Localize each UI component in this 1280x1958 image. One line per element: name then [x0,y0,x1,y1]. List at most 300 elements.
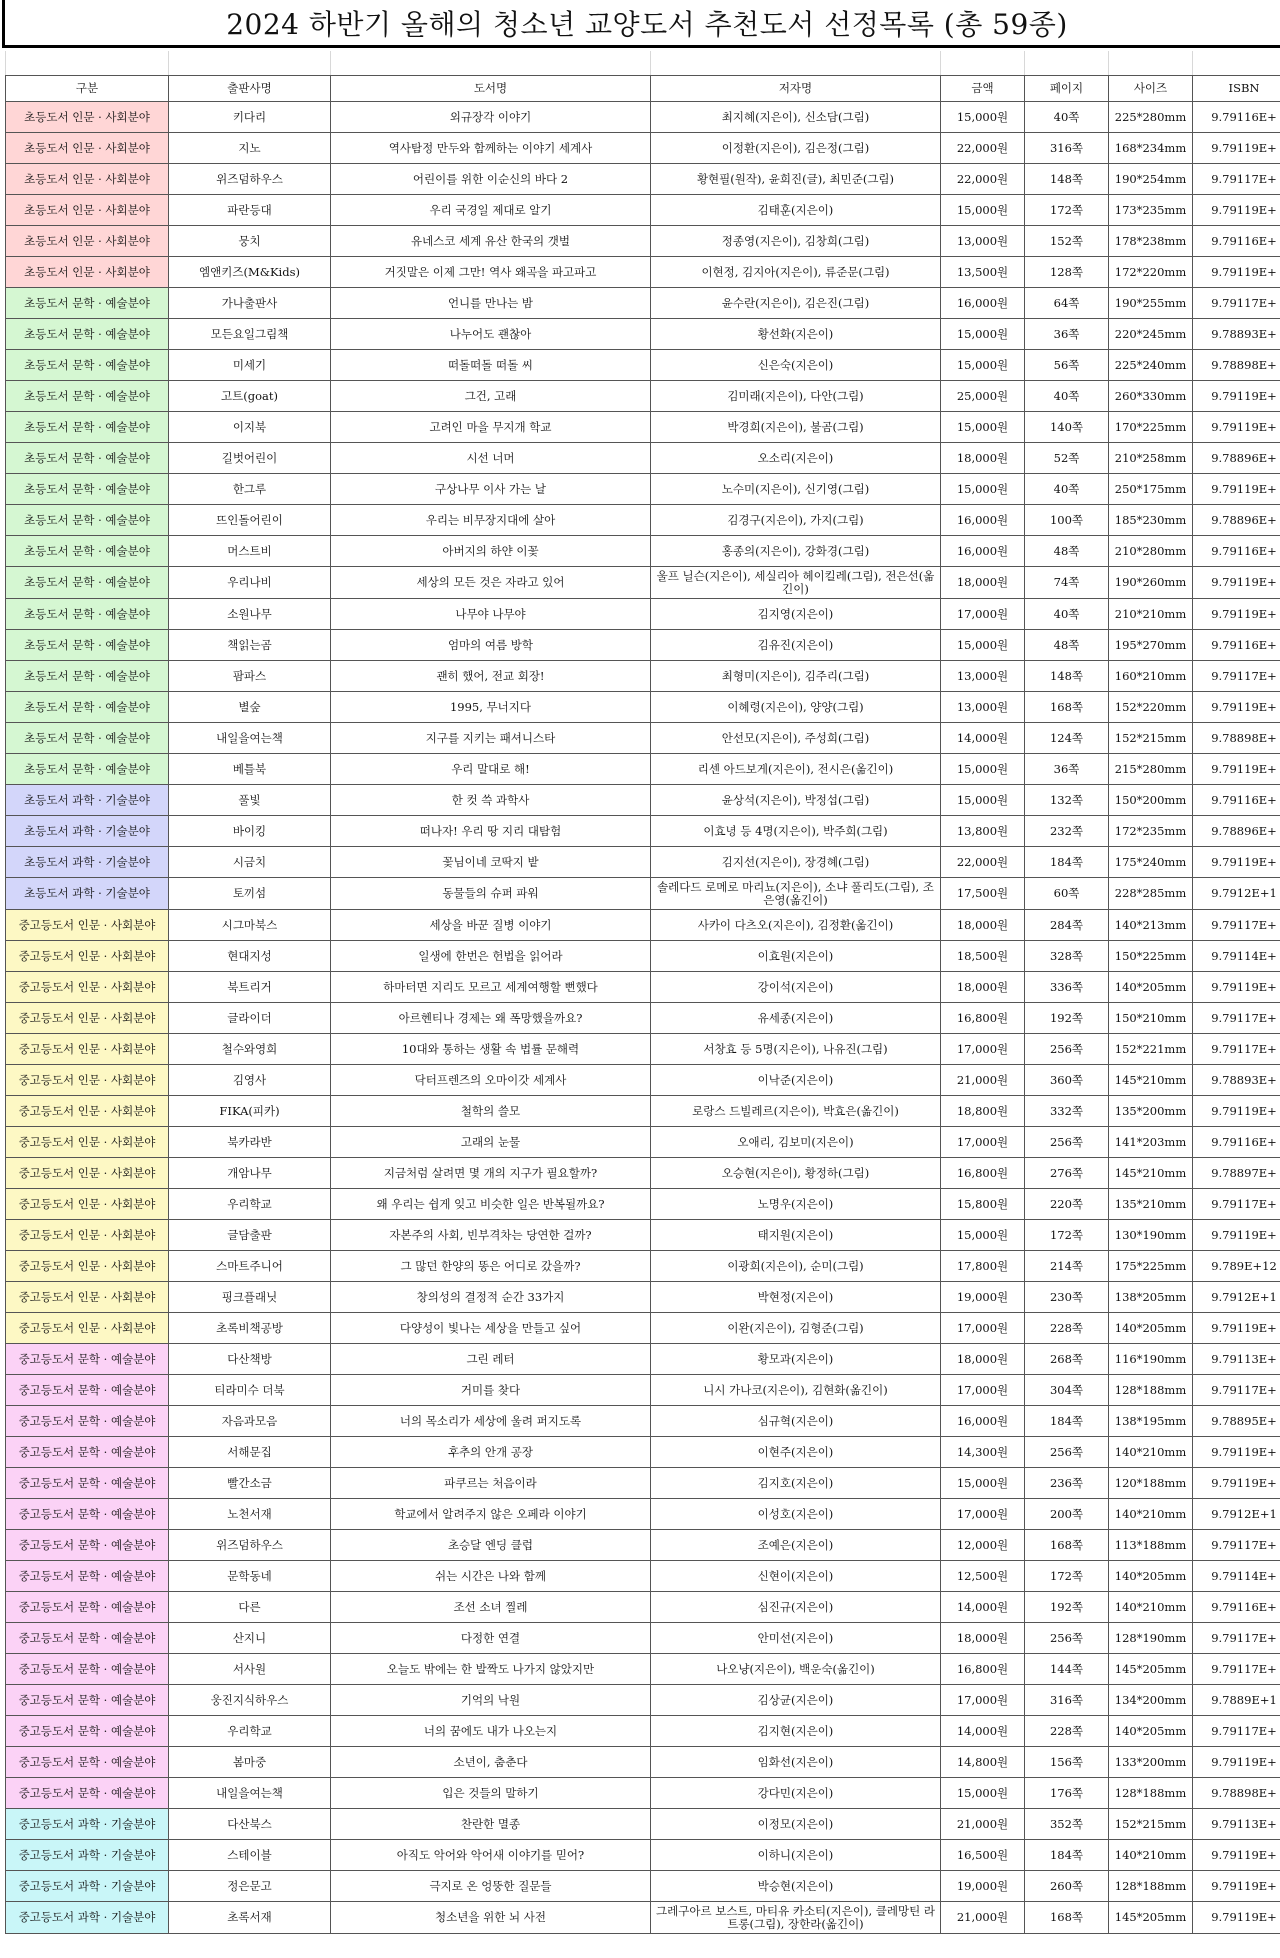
author-cell: 태지원(지은이) [651,1220,941,1251]
size-cell: 172*235mm [1109,816,1193,847]
size-cell: 128*188mm [1109,1778,1193,1809]
table-row [6,133,1280,164]
pages-cell: 40쪽 [1025,474,1109,505]
book-title-cell: 한 컷 쓱 과학사 [331,785,651,816]
table-row [6,723,1280,754]
book-title-cell: 시선 너머 [331,443,651,474]
isbn-cell: 9.79114E+ [1193,1561,1280,1592]
size-cell: 145*210mm [1109,1065,1193,1096]
publisher-cell: 뜨인돌어린이 [169,505,331,536]
size-cell: 140*210mm [1109,1499,1193,1530]
author-cell: 오승현(지은이), 황정하(그림) [651,1158,941,1189]
size-cell: 152*221mm [1109,1034,1193,1065]
pages-cell: 328쪽 [1025,941,1109,972]
book-title-cell: 닥터프렌즈의 오마이갓 세계사 [331,1065,651,1096]
size-cell: 140*210mm [1109,1437,1193,1468]
size-cell: 210*210mm [1109,599,1193,630]
pages-cell: 256쪽 [1025,1623,1109,1654]
publisher-cell: 미세기 [169,350,331,381]
category-cell: 중고등도서 문학 · 예술분야 [6,1499,169,1530]
pages-cell: 304쪽 [1025,1375,1109,1406]
book-title-cell: 쉬는 시간은 나와 함께 [331,1561,651,1592]
size-cell: 173*235mm [1109,195,1193,226]
price-cell: 25,000원 [941,381,1025,412]
author-cell: 김유진(지은이) [651,630,941,661]
pages-cell: 316쪽 [1025,133,1109,164]
pages-cell: 128쪽 [1025,257,1109,288]
price-cell: 13,000원 [941,692,1025,723]
author-cell: 김지현(지은이) [651,1716,941,1747]
book-title-cell: 10대와 통하는 생활 속 법률 문해력 [331,1034,651,1065]
author-cell: 최지혜(지은이), 신소담(그림) [651,102,941,133]
table-row [6,1282,1280,1313]
publisher-cell: 초록비책공방 [169,1313,331,1344]
book-title-cell: 아버지의 하얀 이꽃 [331,536,651,567]
table-row [6,1778,1280,1809]
pages-cell: 74쪽 [1025,567,1109,599]
pages-cell: 214쪽 [1025,1251,1109,1282]
pages-cell: 172쪽 [1025,1220,1109,1251]
size-cell: 138*195mm [1109,1406,1193,1437]
book-title-cell: 1995, 무너지다 [331,692,651,723]
price-cell: 15,000원 [941,350,1025,381]
price-cell: 18,500원 [941,941,1025,972]
pages-cell: 168쪽 [1025,692,1109,723]
publisher-cell: 북카라반 [169,1127,331,1158]
pages-cell: 148쪽 [1025,661,1109,692]
price-cell: 17,000원 [941,599,1025,630]
size-cell: 215*280mm [1109,754,1193,785]
pages-cell: 360쪽 [1025,1065,1109,1096]
table-row [6,1468,1280,1499]
category-cell: 초등도서 문학 · 예술분야 [6,723,169,754]
isbn-cell: 9.79113E+ [1193,1344,1280,1375]
size-cell: 140*205mm [1109,1313,1193,1344]
table-row [6,1034,1280,1065]
pages-cell: 316쪽 [1025,1685,1109,1716]
isbn-cell: 9.79119E+ [1193,1313,1280,1344]
table-row [6,226,1280,257]
table-row [6,1592,1280,1623]
price-cell: 14,800원 [941,1747,1025,1778]
publisher-cell: 빨간소금 [169,1468,331,1499]
price-cell: 17,800원 [941,1251,1025,1282]
author-cell: 이효원(지은이) [651,941,941,972]
table-row [6,785,1280,816]
size-cell: 210*258mm [1109,443,1193,474]
category-cell: 중고등도서 인문 · 사회분야 [6,1003,169,1034]
isbn-cell: 9.79119E+ [1193,1437,1280,1468]
isbn-cell: 9.79116E+ [1193,536,1280,567]
pages-cell: 184쪽 [1025,847,1109,878]
price-cell: 17,000원 [941,1685,1025,1716]
isbn-cell: 9.79119E+ [1193,381,1280,412]
size-cell: 135*200mm [1109,1096,1193,1127]
pages-cell: 256쪽 [1025,1437,1109,1468]
author-cell: 노명우(지은이) [651,1189,941,1220]
size-cell: 225*280mm [1109,102,1193,133]
publisher-cell: 철수와영희 [169,1034,331,1065]
publisher-cell: 시그마북스 [169,910,331,941]
book-title-cell: 극지로 온 엉뚱한 질문들 [331,1871,651,1902]
book-title-cell: 우리는 비무장지대에 살아 [331,505,651,536]
category-cell: 중고등도서 인문 · 사회분야 [6,1220,169,1251]
author-cell: 박승현(지은이) [651,1871,941,1902]
table-row [6,1902,1280,1934]
book-title-cell: 떠돌떠돌 떠돌 씨 [331,350,651,381]
table-row [6,412,1280,443]
size-cell: 220*245mm [1109,319,1193,350]
publisher-cell: 한그루 [169,474,331,505]
table-row [6,972,1280,1003]
author-cell: 이하니(지은이) [651,1840,941,1871]
publisher-cell: 바이킹 [169,816,331,847]
isbn-cell: 9.79117E+ [1193,288,1280,319]
category-cell: 중고등도서 문학 · 예술분야 [6,1685,169,1716]
category-cell: 초등도서 문학 · 예술분야 [6,505,169,536]
pages-cell: 100쪽 [1025,505,1109,536]
table-row [6,910,1280,941]
table-row [6,102,1280,133]
price-cell: 15,000원 [941,785,1025,816]
book-title-cell: 구상나무 이사 가는 날 [331,474,651,505]
isbn-cell: 9.78898E+ [1193,723,1280,754]
size-cell: 168*234mm [1109,133,1193,164]
table-row [6,474,1280,505]
author-cell: 정종영(지은이), 김창희(그림) [651,226,941,257]
category-cell: 중고등도서 인문 · 사회분야 [6,1127,169,1158]
price-cell: 22,000원 [941,847,1025,878]
table-row [6,1158,1280,1189]
column-header-pages: 페이지 [1025,76,1109,102]
isbn-cell: 9.7912E+1 [1193,1282,1280,1313]
book-title-cell: 왜 우리는 쉽게 잊고 비슷한 일은 반복될까요? [331,1189,651,1220]
isbn-cell: 9.79119E+ [1193,1747,1280,1778]
category-cell: 중고등도서 인문 · 사회분야 [6,1189,169,1220]
size-cell: 113*188mm [1109,1530,1193,1561]
category-cell: 중고등도서 문학 · 예술분야 [6,1623,169,1654]
publisher-cell: 북트리거 [169,972,331,1003]
pages-cell: 152쪽 [1025,226,1109,257]
size-cell: 175*225mm [1109,1251,1193,1282]
column-header-title: 도서명 [331,76,651,102]
book-title-cell: 세상의 모든 것은 자라고 있어 [331,567,651,599]
publisher-cell: 길벗어린이 [169,443,331,474]
publisher-cell: 자음과모음 [169,1406,331,1437]
table-header-row [6,76,1280,102]
size-cell: 172*220mm [1109,257,1193,288]
author-cell: 심진규(지은이) [651,1592,941,1623]
pages-cell: 156쪽 [1025,1747,1109,1778]
price-cell: 17,000원 [941,1499,1025,1530]
isbn-cell: 9.79119E+ [1193,1468,1280,1499]
author-cell: 사카이 다츠오(지은이), 김정환(옮긴이) [651,910,941,941]
isbn-cell: 9.79117E+ [1193,1623,1280,1654]
book-title-cell: 입은 것들의 말하기 [331,1778,651,1809]
author-cell: 나오냥(지은이), 백운숙(옮긴이) [651,1654,941,1685]
author-cell: 강이석(지은이) [651,972,941,1003]
category-cell: 중고등도서 인문 · 사회분야 [6,1313,169,1344]
author-cell: 윤상석(지은이), 박정섭(그림) [651,785,941,816]
size-cell: 152*220mm [1109,692,1193,723]
pages-cell: 168쪽 [1025,1902,1109,1934]
publisher-cell: 책읽는곰 [169,630,331,661]
price-cell: 12,500원 [941,1561,1025,1592]
author-cell: 안미선(지은이) [651,1623,941,1654]
book-title-cell: 떠나자! 우리 땅 지리 대탐험 [331,816,651,847]
category-cell: 초등도서 문학 · 예술분야 [6,381,169,412]
book-title-cell: 너의 목소리가 세상에 울려 퍼지도록 [331,1406,651,1437]
table-row [6,1716,1280,1747]
pages-cell: 184쪽 [1025,1406,1109,1437]
page-title: 2024 하반기 올해의 청소년 교양도서 추천도서 선정목록 (총 59종) [2,0,1280,48]
category-cell: 초등도서 문학 · 예술분야 [6,474,169,505]
category-cell: 중고등도서 문학 · 예술분야 [6,1778,169,1809]
book-title-cell: 아직도 악어와 악어새 이야기를 믿어? [331,1840,651,1871]
book-title-cell: 하마터면 지리도 모르고 세계여행할 뻔했다 [331,972,651,1003]
size-cell: 185*230mm [1109,505,1193,536]
table-row [6,754,1280,785]
pages-cell: 40쪽 [1025,599,1109,630]
author-cell: 신현이(지은이) [651,1561,941,1592]
table-row [6,536,1280,567]
size-cell: 150*225mm [1109,941,1193,972]
author-cell: 리센 아드보게(지은이), 전시은(옮긴이) [651,754,941,785]
publisher-cell: 글라이더 [169,1003,331,1034]
isbn-cell: 9.79119E+ [1193,1902,1280,1934]
price-cell: 13,000원 [941,226,1025,257]
publisher-cell: 티라미수 더북 [169,1375,331,1406]
isbn-cell: 9.78898E+ [1193,1778,1280,1809]
book-title-cell: 조선 소녀 찔레 [331,1592,651,1623]
pages-cell: 284쪽 [1025,910,1109,941]
publisher-cell: 웅진지식하우스 [169,1685,331,1716]
isbn-cell: 9.79116E+ [1193,226,1280,257]
isbn-cell: 9.79119E+ [1193,1096,1280,1127]
isbn-cell: 9.79119E+ [1193,567,1280,599]
category-cell: 중고등도서 문학 · 예술분야 [6,1468,169,1499]
author-cell: 윤수란(지은이), 김은진(그림) [651,288,941,319]
size-cell: 130*190mm [1109,1220,1193,1251]
publisher-cell: 이지북 [169,412,331,443]
author-cell: 황모과(지은이) [651,1344,941,1375]
category-cell: 초등도서 문학 · 예술분야 [6,567,169,599]
isbn-cell: 9.79119E+ [1193,474,1280,505]
category-cell: 초등도서 문학 · 예술분야 [6,630,169,661]
isbn-cell: 9.7912E+1 [1193,878,1280,910]
book-title-cell: 창의성의 결정적 순간 33가지 [331,1282,651,1313]
size-cell: 150*210mm [1109,1003,1193,1034]
pages-cell: 172쪽 [1025,1561,1109,1592]
isbn-cell: 9.79119E+ [1193,754,1280,785]
book-title-cell: 고래의 눈물 [331,1127,651,1158]
category-cell: 중고등도서 과학 · 기술분야 [6,1871,169,1902]
book-title-cell: 우리 말대로 해! [331,754,651,785]
size-cell: 195*270mm [1109,630,1193,661]
category-cell: 초등도서 인문 · 사회분야 [6,102,169,133]
book-title-cell: 우리 국경일 제대로 알기 [331,195,651,226]
price-cell: 13,000원 [941,661,1025,692]
price-cell: 17,000원 [941,1034,1025,1065]
book-title-cell: 고려인 마을 무지개 학교 [331,412,651,443]
price-cell: 22,000원 [941,133,1025,164]
author-cell: 그레구아르 보스트, 마티유 카소티(지은이), 클레망틴 라트롱(그림), 장한라(옮긴이) [651,1902,941,1934]
author-cell: 김지선(지은이), 장경혜(그림) [651,847,941,878]
publisher-cell: 파란등대 [169,195,331,226]
publisher-cell: 현대지성 [169,941,331,972]
size-cell: 190*260mm [1109,567,1193,599]
author-cell: 김지영(지은이) [651,599,941,630]
table-row [6,692,1280,723]
table-row [6,1530,1280,1561]
category-cell: 중고등도서 문학 · 예술분야 [6,1406,169,1437]
book-title-cell: 꽃님이네 코딱지 밭 [331,847,651,878]
pages-cell: 52쪽 [1025,443,1109,474]
price-cell: 16,000원 [941,1406,1025,1437]
category-cell: 초등도서 문학 · 예술분야 [6,754,169,785]
price-cell: 16,800원 [941,1158,1025,1189]
size-cell: 250*175mm [1109,474,1193,505]
book-title-cell: 세상을 바꾼 질병 이야기 [331,910,651,941]
category-cell: 중고등도서 인문 · 사회분야 [6,972,169,1003]
category-cell: 초등도서 문학 · 예술분야 [6,319,169,350]
author-cell: 최형미(지은이), 김주리(그림) [651,661,941,692]
isbn-cell: 9.79119E+ [1193,257,1280,288]
author-cell: 김경구(지은이), 가지(그림) [651,505,941,536]
publisher-cell: 봄마중 [169,1747,331,1778]
author-cell: 황현필(원작), 윤희진(글), 최민준(그림) [651,164,941,195]
publisher-cell: 우리학교 [169,1189,331,1220]
category-cell: 중고등도서 과학 · 기술분야 [6,1809,169,1840]
pages-cell: 192쪽 [1025,1592,1109,1623]
publisher-cell: 지노 [169,133,331,164]
category-cell: 중고등도서 인문 · 사회분야 [6,941,169,972]
book-title-cell: 초승달 엔딩 클럽 [331,1530,651,1561]
price-cell: 15,000원 [941,1778,1025,1809]
publisher-cell: 서사원 [169,1654,331,1685]
price-cell: 18,000원 [941,567,1025,599]
book-title-cell: 아르헨티나 경제는 왜 폭망했을까요? [331,1003,651,1034]
book-title-cell: 괜히 했어, 전교 회장! [331,661,651,692]
book-title-cell: 후추의 안개 공장 [331,1437,651,1468]
isbn-cell: 9.78893E+ [1193,319,1280,350]
isbn-cell: 9.79116E+ [1193,102,1280,133]
isbn-cell: 9.78896E+ [1193,443,1280,474]
table-row [6,941,1280,972]
publisher-cell: 다산책방 [169,1344,331,1375]
isbn-cell: 9.78895E+ [1193,1406,1280,1437]
book-title-cell: 오늘도 밖에는 한 발짝도 나가지 않았지만 [331,1654,651,1685]
table-row [6,381,1280,412]
publisher-cell: 우리학교 [169,1716,331,1747]
size-cell: 116*190mm [1109,1344,1193,1375]
publisher-cell: 소원나무 [169,599,331,630]
author-cell: 안선모(지은이), 주성희(그림) [651,723,941,754]
category-cell: 초등도서 과학 · 기술분야 [6,847,169,878]
book-title-cell: 엄마의 여름 방학 [331,630,651,661]
publisher-cell: 내일을여는책 [169,723,331,754]
price-cell: 12,000원 [941,1530,1025,1561]
price-cell: 19,000원 [941,1871,1025,1902]
pages-cell: 236쪽 [1025,1468,1109,1499]
category-cell: 중고등도서 과학 · 기술분야 [6,1840,169,1871]
publisher-cell: 풀빛 [169,785,331,816]
category-cell: 초등도서 문학 · 예술분야 [6,443,169,474]
author-cell: 유세종(지은이) [651,1003,941,1034]
pages-cell: 176쪽 [1025,1778,1109,1809]
table-row [6,164,1280,195]
size-cell: 140*205mm [1109,1561,1193,1592]
size-cell: 141*203mm [1109,1127,1193,1158]
category-cell: 중고등도서 문학 · 예술분야 [6,1375,169,1406]
column-header-category: 구분 [6,76,169,102]
book-title-cell: 파쿠르는 처음이라 [331,1468,651,1499]
price-cell: 18,000원 [941,443,1025,474]
book-title-cell: 유네스코 세계 유산 한국의 갯벌 [331,226,651,257]
pages-cell: 60쪽 [1025,878,1109,910]
category-cell: 중고등도서 인문 · 사회분야 [6,1096,169,1127]
author-cell: 김상균(지은이) [651,1685,941,1716]
price-cell: 17,000원 [941,1375,1025,1406]
isbn-cell: 9.79119E+ [1193,692,1280,723]
size-cell: 128*188mm [1109,1375,1193,1406]
table-row [6,1375,1280,1406]
size-cell: 175*240mm [1109,847,1193,878]
price-cell: 17,000원 [941,1313,1025,1344]
isbn-cell: 9.78898E+ [1193,350,1280,381]
isbn-cell: 9.78897E+ [1193,1158,1280,1189]
isbn-cell: 9.79119E+ [1193,412,1280,443]
book-title-cell: 다양성이 빛나는 세상을 만들고 싶어 [331,1313,651,1344]
category-cell: 초등도서 문학 · 예술분야 [6,599,169,630]
author-cell: 로랑스 드빌레르(지은이), 박효은(옮긴이) [651,1096,941,1127]
book-title-cell: 그건, 고래 [331,381,651,412]
price-cell: 18,000원 [941,1623,1025,1654]
price-cell: 22,000원 [941,164,1025,195]
book-title-cell: 지구를 지키는 패셔니스타 [331,723,651,754]
publisher-cell: 키다리 [169,102,331,133]
author-cell: 이혜령(지은이), 양양(그림) [651,692,941,723]
size-cell: 170*225mm [1109,412,1193,443]
isbn-cell: 9.79116E+ [1193,785,1280,816]
author-cell: 이완(지은이), 김형준(그림) [651,1313,941,1344]
author-cell: 이효녕 등 4명(지은이), 박주희(그림) [651,816,941,847]
isbn-cell: 9.789E+12 [1193,1251,1280,1282]
publisher-cell: 위즈덤하우스 [169,164,331,195]
author-cell: 황선화(지은이) [651,319,941,350]
isbn-cell: 9.79117E+ [1193,164,1280,195]
table-row [6,1437,1280,1468]
isbn-cell: 9.78896E+ [1193,505,1280,536]
price-cell: 16,000원 [941,536,1025,567]
price-cell: 15,000원 [941,474,1025,505]
publisher-cell: 글담출판 [169,1220,331,1251]
pages-cell: 40쪽 [1025,381,1109,412]
table-row [6,1871,1280,1902]
book-title-cell: 찬란한 멸종 [331,1809,651,1840]
isbn-cell: 9.79119E+ [1193,1220,1280,1251]
author-cell: 이현정, 김지아(지은이), 류준문(그림) [651,257,941,288]
category-cell: 초등도서 문학 · 예술분야 [6,536,169,567]
table-row [6,288,1280,319]
author-cell: 이광희(지은이), 순미(그림) [651,1251,941,1282]
category-cell: 중고등도서 인문 · 사회분야 [6,910,169,941]
publisher-cell: 스테이블 [169,1840,331,1871]
size-cell: 178*238mm [1109,226,1193,257]
price-cell: 15,000원 [941,195,1025,226]
pages-cell: 332쪽 [1025,1096,1109,1127]
isbn-cell: 9.79117E+ [1193,1530,1280,1561]
